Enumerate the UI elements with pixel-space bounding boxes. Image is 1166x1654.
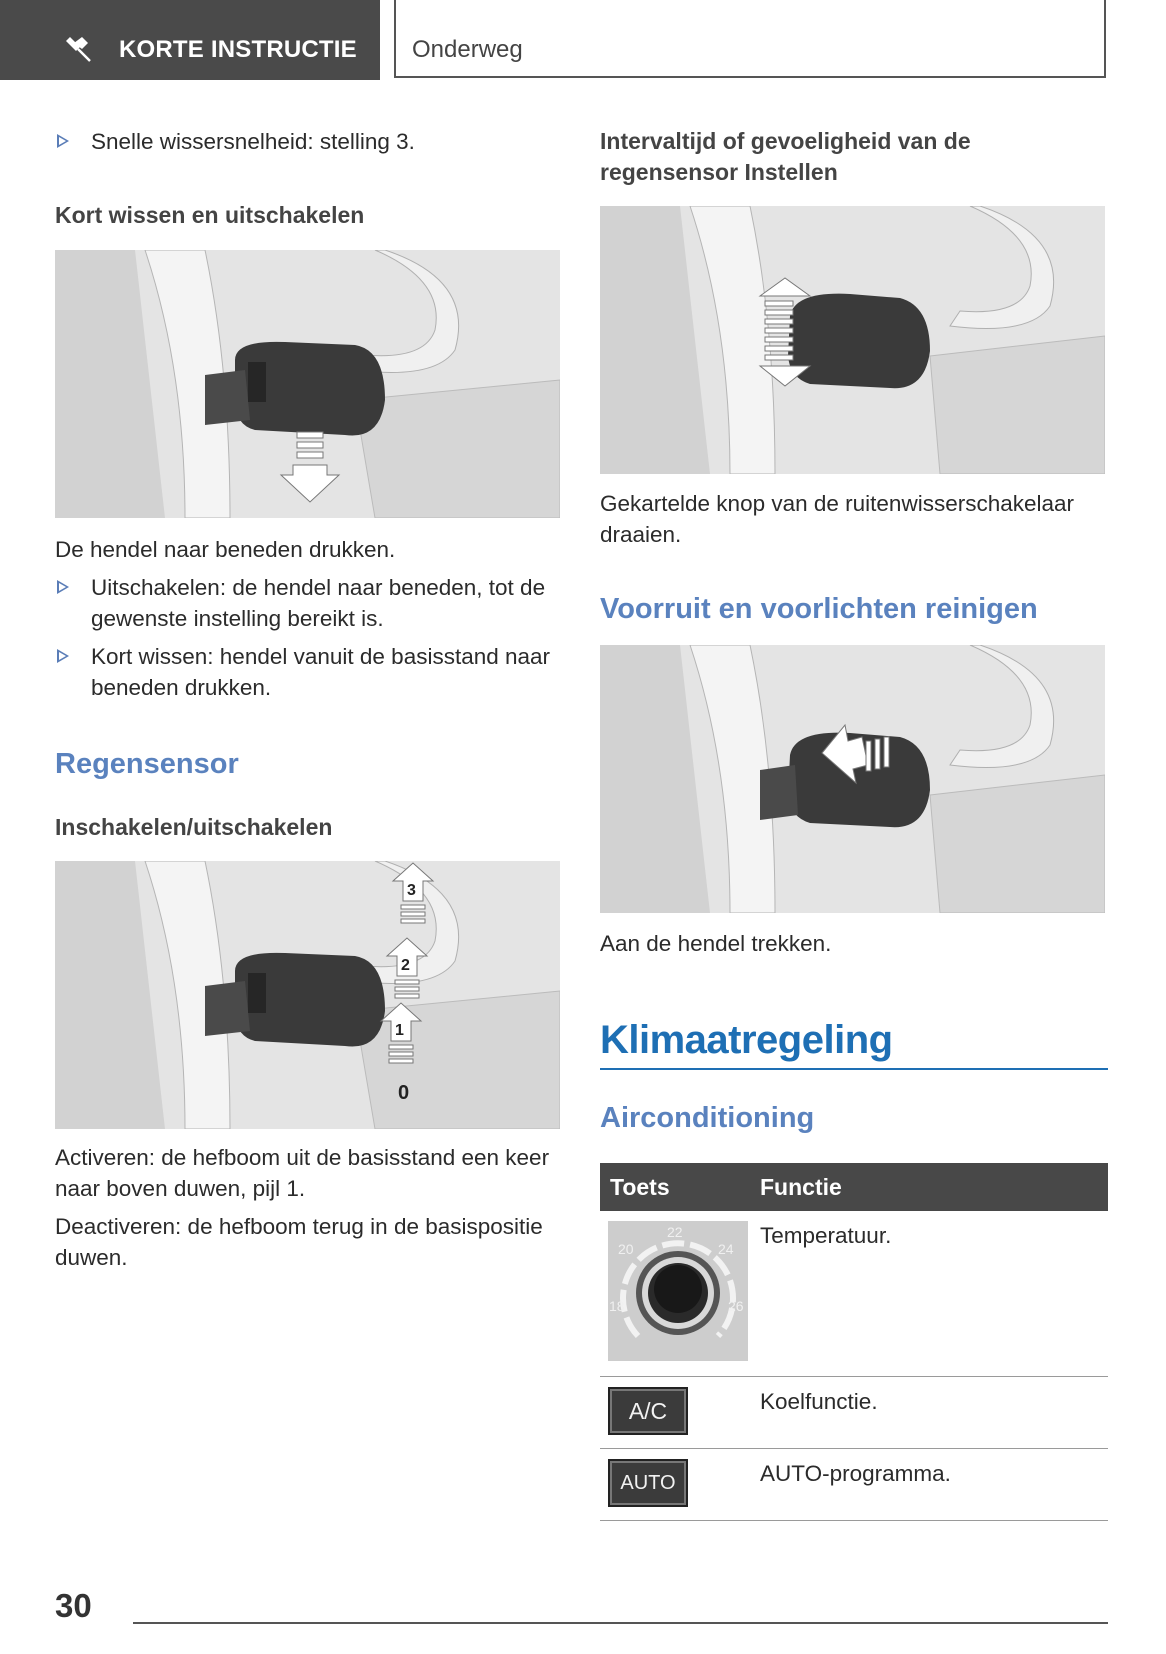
function-cell: Koelfunctie. — [750, 1376, 1108, 1448]
section-tab — [0, 0, 380, 80]
column-header-key: Toets — [600, 1163, 750, 1211]
activate-text: Activeren: de hefboom uit de basisstand een keer naar boven duwen, pijl 1. — [55, 1145, 550, 1201]
caption-text: Gekartelde knop van de ruitenwisserschakelaar draaien. — [600, 491, 1075, 547]
table-header-row — [600, 1163, 1108, 1211]
bullet-item — [55, 126, 591, 157]
heading-klimaatregeling: Klimaatregeling — [600, 1018, 893, 1062]
table-row — [600, 1448, 1108, 1520]
bullet-text: Snelle wissersnelheid: stelling 3. — [91, 129, 415, 154]
illustration-lever-down — [55, 250, 560, 518]
column-header-function: Functie — [750, 1163, 1108, 1211]
bullet-text: Uitschakelen: de hendel naar beneden, tot de gewenste instelling bereikt is. — [91, 575, 546, 631]
chapter-title: Onderweg — [412, 36, 523, 63]
bullet-item — [55, 641, 596, 703]
function-cell: AUTO-programma. — [750, 1448, 1108, 1520]
caption-text: Aan de hendel trekken. — [600, 931, 832, 956]
heading-regensensor: Regensensor — [55, 748, 239, 780]
key-cell — [600, 1448, 750, 1520]
illustration-lever-stages — [55, 861, 560, 1129]
temperature-dial-icon — [608, 1221, 748, 1361]
stage-label: 1 — [395, 1022, 404, 1039]
footer-rule — [133, 1622, 1108, 1624]
stage-label: 2 — [401, 957, 410, 974]
caption-text: De hendel naar beneden drukken. — [55, 537, 396, 562]
dial-number: 24 — [718, 1241, 734, 1257]
bullet-triangle-icon — [57, 134, 69, 148]
key-function-table — [600, 1163, 1108, 1521]
heading-airconditioning: Airconditioning — [600, 1102, 815, 1134]
table-row — [600, 1211, 1108, 1376]
dial-number: 18 — [609, 1298, 625, 1314]
illustration-knurled-knob — [600, 206, 1105, 474]
pin-icon — [64, 33, 94, 63]
subheading-kort-wissen: Kort wissen en uitschakelen — [55, 202, 365, 228]
deactivate-text: Deactiveren: de hefboom terug in de basispositie duwen. — [55, 1214, 543, 1270]
auto-button[interactable]: AUTO — [608, 1459, 688, 1507]
bullet-triangle-icon — [57, 649, 69, 663]
dial-number: 22 — [667, 1224, 683, 1240]
subheading-interval: Intervaltijd of gevoeligheid van de regensensor Instellen — [600, 128, 971, 185]
illustration-pull-lever — [600, 645, 1105, 913]
dial-number: 26 — [728, 1298, 744, 1314]
chapter-box — [394, 0, 1106, 78]
stage-label: 3 — [407, 882, 416, 899]
key-cell — [600, 1211, 750, 1376]
page-number: 30 — [55, 1587, 92, 1624]
subheading-inschakelen: Inschakelen/uitschakelen — [55, 814, 333, 840]
stage-label: 0 — [398, 1082, 410, 1104]
heading-rule — [600, 1068, 1108, 1070]
section-title: KORTE INSTRUCTIE — [119, 36, 357, 63]
heading-voorruit: Voorruit en voorlichten reinigen — [600, 593, 1038, 625]
dial-number: 20 — [618, 1241, 634, 1257]
bullet-triangle-icon — [57, 580, 69, 594]
bullet-text: Kort wissen: hendel vanuit de basisstand naar beneden drukken. — [91, 644, 551, 700]
key-cell — [600, 1376, 750, 1448]
function-cell: Temperatuur. — [750, 1211, 1108, 1376]
table-row — [600, 1376, 1108, 1448]
bullet-item — [55, 572, 596, 634]
ac-button[interactable]: A/C — [608, 1387, 688, 1435]
